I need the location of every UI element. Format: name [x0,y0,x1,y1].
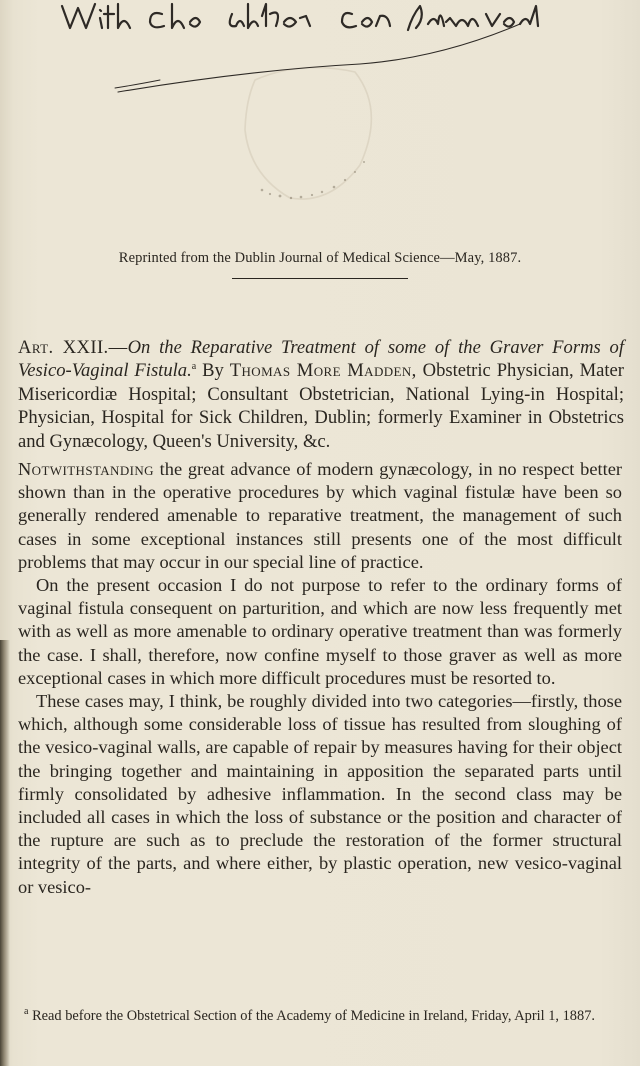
article-title: On the Reparative Treatment of some of the Graver Forms of Vesico-Vaginal Fistula. [18,337,625,382]
paragraph-1-text: the great advance of modern gynæcology, in no respect better shown than in the operative procedures by which vaginal fistulæ have been so generally rendered amenable to reparative treatment, the management of such cases in some exceptional instances still presents one of the most difficult problems that may occur in our special line of practice. [18,459,622,572]
author-by: By [202,360,224,382]
footnote [24,1007,624,1025]
reprint-notice: Reprinted from the Dublin Journal of Medical Science—May, 1887. [118,250,522,266]
author-credentials: Obstetric Physician, Mater Misericordiæ Hospital; Consultant Obstetrician, National Lying-in Hospital; Physician, Hospital for Sick Children, Dublin; formerly Examiner in Obstetrics and Gynæcology, Queen's University, &c. [18,360,624,452]
article-label: Art. XXII.— [18,337,128,358]
paragraph-2: On the present occasion I do not purpose to refer to the ordinary forms of vaginal fistula consequent on parturition, and which are now less frequently met with as well as more amenable to ordinary operative treatment than was formerly the case. I shall, therefore, now confine myself to those graver as well as more exceptional cases in which more difficult procedures must be resorted to. [18,575,622,688]
footnote-mark: a [24,1006,29,1018]
author-name: Thomas More Madden, [229,360,417,382]
article-heading [18,336,624,453]
opening-word: Notwithstanding [18,459,154,479]
article-body [18,458,622,899]
handwritten-inscription [0,0,640,230]
paragraph-1 [18,458,622,574]
page-binding-edge [0,640,10,1066]
reprint-underline [232,278,408,279]
paragraph-3: These cases may, I think, be roughly divided into two categories—firstly, those which, although some considerable loss of tissue has resulted from sloughing of the vesico-vaginal walls, are capable of repair by measures having for their object the bringing together and maintaining in apposition the separated parts until firmly consolidated by adhesive inflammation. In the second class may be included all cases in which the loss of substance or the position and character of the rupture are such as to preclude the restoration of the former structural integrity of the parts, and where either, by plastic operation, new vesico-vaginal or vesico- [18,691,622,897]
title-footnote-mark: a [191,361,197,373]
footnote-text: Read before the Obstetrical Section of the Academy of Medicine in Ireland, Friday, April 1, 1887. [32,1008,595,1024]
